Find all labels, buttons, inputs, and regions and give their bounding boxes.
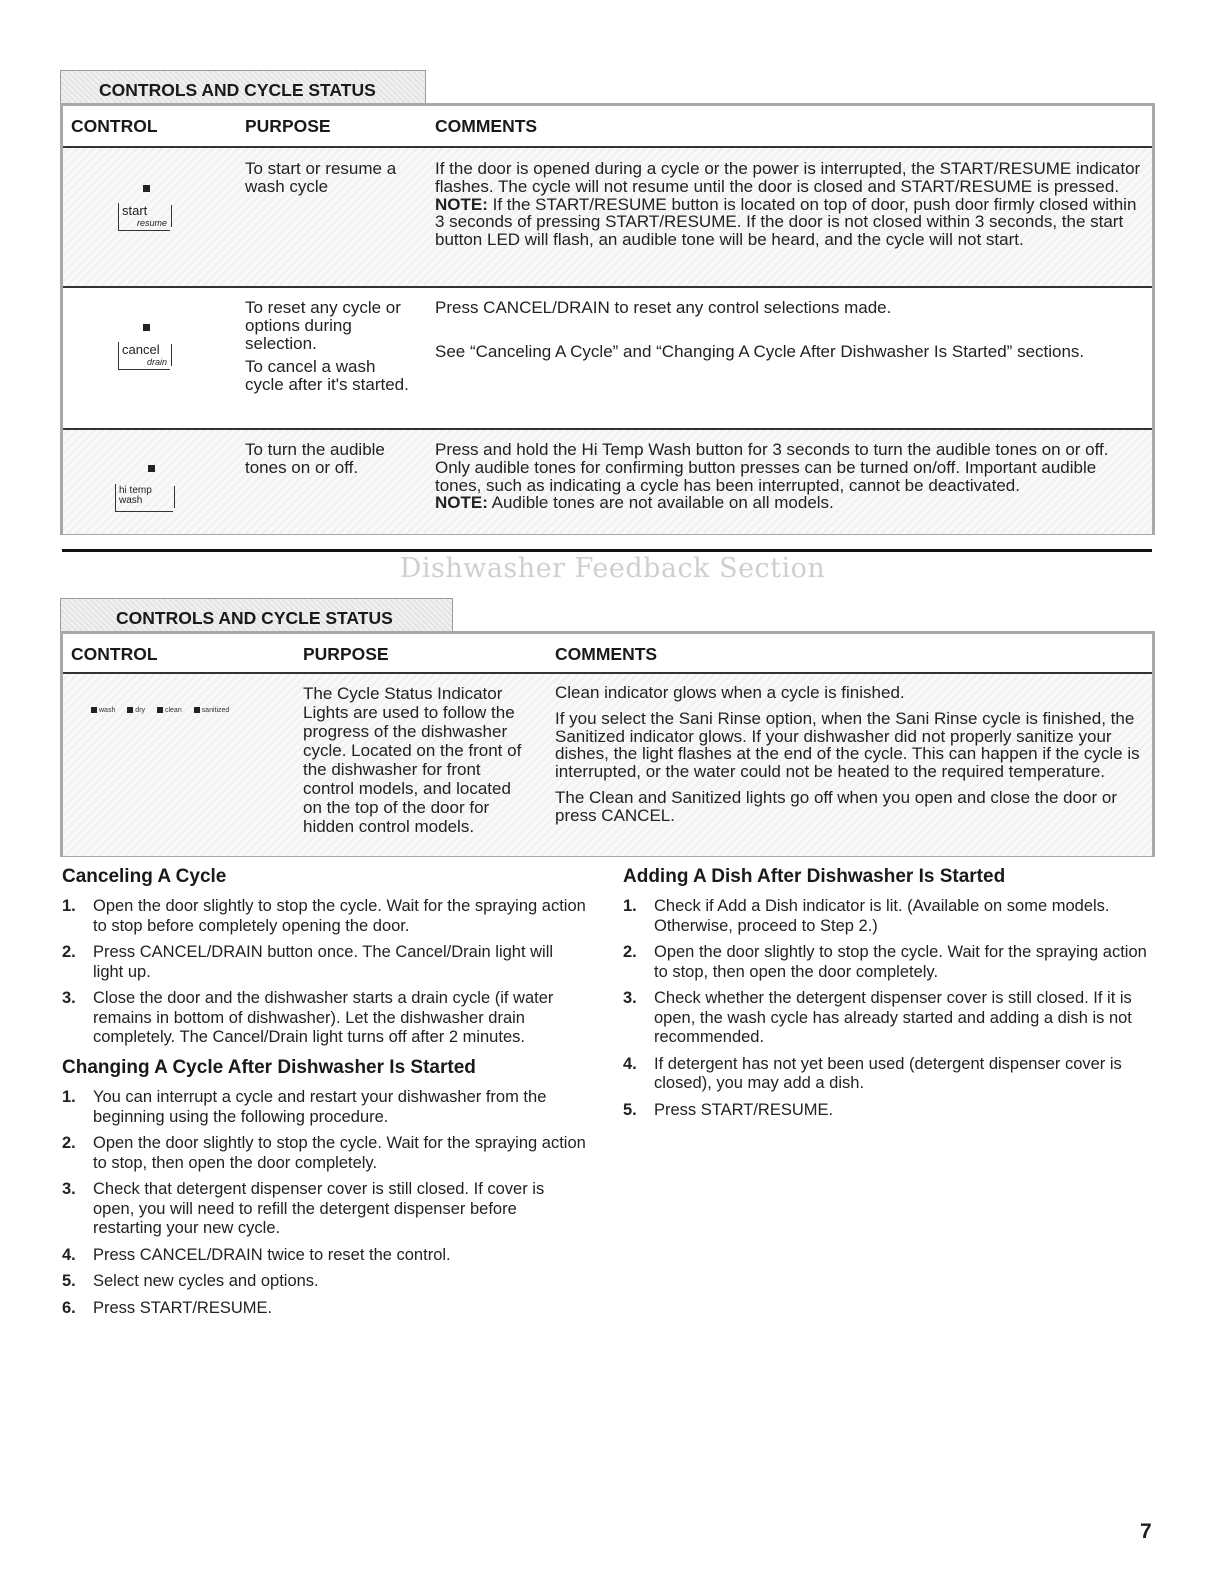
table2-header bbox=[63, 634, 1152, 672]
start-resume-button-icon: start resume bbox=[118, 203, 170, 231]
table1-row-cancel bbox=[63, 286, 1152, 428]
table1-row-hitemp bbox=[63, 428, 1152, 534]
cancel-purpose: To reset any cycle or options during selection. To cancel a wash cycle after it's started. bbox=[245, 298, 409, 395]
list-item: 2. Press CANCEL/DRAIN button once. The Cancel/Drain light will light up. bbox=[62, 943, 554, 981]
list-item: 2. Open the door slightly to stop the cycle. Wait for the spraying action to stop, then open the door completely. bbox=[62, 1134, 586, 1172]
cancel-comments: Press CANCEL/DRAIN to reset any control selections made. See “Canceling A Cycle” and “Changing A Cycle After Dishwasher Is Started” sections. bbox=[435, 298, 1085, 361]
list-item: 4. Press CANCEL/DRAIN twice to reset the control. bbox=[62, 1245, 451, 1264]
list-item: 5. Select new cycles and options. bbox=[62, 1272, 319, 1290]
status-purpose: The Cycle Status Indicator Lights are used to follow the progress of the dishwasher cycle. Located on the front of the dishwasher for front control models, and located on the top of the door for hidden control models. bbox=[303, 684, 522, 836]
list-item: 1. You can interrupt a cycle and restart your dishwasher from the beginning using the following procedure. bbox=[62, 1088, 547, 1126]
canceling-title: Canceling A Cycle bbox=[62, 866, 227, 887]
table1-tab-title: CONTROLS AND CYCLE STATUS bbox=[60, 70, 426, 103]
hi-temp-wash-button-icon: hi temp wash bbox=[115, 484, 173, 512]
hitemp-led-icon bbox=[148, 465, 155, 472]
header-control: CONTROL bbox=[71, 644, 158, 664]
cancel-led-icon bbox=[143, 324, 150, 331]
changing-steps bbox=[62, 1088, 587, 1325]
header-purpose: PURPOSE bbox=[303, 644, 389, 664]
list-item: 5. Press START/RESUME. bbox=[623, 1100, 834, 1119]
controls-table-2 bbox=[60, 631, 1155, 857]
adding-title: Adding A Dish After Dishwasher Is Started bbox=[623, 866, 1006, 887]
list-item: 1. Open the door slightly to stop the cycle. Wait for the spraying action to stop before completely opening the door. bbox=[62, 897, 586, 935]
changing-title: Changing A Cycle After Dishwasher Is Started bbox=[62, 1057, 476, 1078]
list-item: 4. If detergent has not yet been used (detergent dispenser cover is closed), you may add a dish. bbox=[623, 1054, 1122, 1092]
header-comments: COMMENTS bbox=[435, 116, 538, 136]
status-led-sanitized-icon: sanitized bbox=[194, 707, 230, 714]
table1-row-start bbox=[63, 146, 1152, 286]
table2-row-status bbox=[63, 672, 1152, 856]
canceling-steps bbox=[62, 897, 587, 1055]
header-comments: COMMENTS bbox=[555, 644, 658, 664]
list-item: 3. Check whether the detergent dispenser cover is still closed. If it is open, the wash cycle has already started and adding a dish is not recommended. bbox=[623, 989, 1132, 1046]
hitemp-comments: Press and hold the Hi Temp Wash button for 3 seconds to turn the audible tones on or off. Only audible tones for confirming button presses can be turned on/off. Important audible tones, such as indicating a cycle has been interrupted, cannot be deactivated. NOTE: Audible tones are not available on all models. bbox=[435, 440, 1109, 513]
list-item: 3. Check that detergent dispenser cover is still closed. If cover is open, you will need to refill the detergent dispenser before restarting your new cycle. bbox=[62, 1180, 545, 1237]
cycle-status-indicator-lights bbox=[91, 707, 239, 714]
status-led-dry-icon: dry bbox=[127, 707, 145, 714]
status-comments: Clean indicator glows when a cycle is finished. If you select the Sani Rinse option, when the Sani Rinse cycle is finished, the Sanitized indicator glows. If your dishwasher did not properly sanitize your dishes, the light flashes at the end of the cycle. This can happen if the cycle is interrupted, or the water could not be heated to the required temperature. The Clean and Sanitized lights go off when you open and close the door or press CANCEL. bbox=[555, 683, 1140, 825]
header-purpose: PURPOSE bbox=[245, 116, 331, 136]
section-divider bbox=[62, 549, 1152, 552]
cancel-drain-button-icon: cancel drain bbox=[118, 342, 170, 370]
table1-header bbox=[63, 106, 1152, 144]
status-led-wash-icon: wash bbox=[91, 707, 115, 714]
start-purpose: To start or resume a wash cycle bbox=[245, 159, 397, 196]
status-led-clean-icon: clean bbox=[157, 707, 182, 714]
start-led-icon bbox=[143, 185, 150, 192]
list-item: 2. Open the door slightly to stop the cycle. Wait for the spraying action to stop, then open the door completely. bbox=[623, 943, 1147, 981]
section-title: Dishwasher Feedback Section bbox=[399, 553, 826, 584]
page-number: 7 bbox=[1140, 1520, 1152, 1543]
controls-table-1 bbox=[60, 103, 1155, 535]
list-item: 1. Check if Add a Dish indicator is lit. (Available on some models. Otherwise, proceed to Step 2.) bbox=[623, 897, 1110, 935]
table2-tab-title: CONTROLS AND CYCLE STATUS bbox=[60, 598, 453, 631]
list-item: 3. Close the door and the dishwasher starts a drain cycle (if water remains in bottom of dishwasher). Let the dishwasher drain completely. The Cancel/Drain light turns off after 2 minutes. bbox=[62, 989, 554, 1046]
header-control: CONTROL bbox=[71, 116, 158, 136]
adding-steps bbox=[623, 897, 1153, 1127]
hitemp-purpose: To turn the audible tones on or off. bbox=[245, 440, 385, 477]
list-item: 6. Press START/RESUME. bbox=[62, 1298, 273, 1317]
start-comments: If the door is opened during a cycle or the power is interrupted, the START/RESUME indicator flashes. The cycle will not resume until the door is closed and START/RESUME is pressed. NOTE: If the START/RESUME button is located on top of door, push door firmly closed within 3 seconds of pressing START/RESUME. If the door is not closed within 3 seconds, the start button LED will flash, an audible tone will be heard, and the cycle will not start. bbox=[435, 159, 1141, 250]
